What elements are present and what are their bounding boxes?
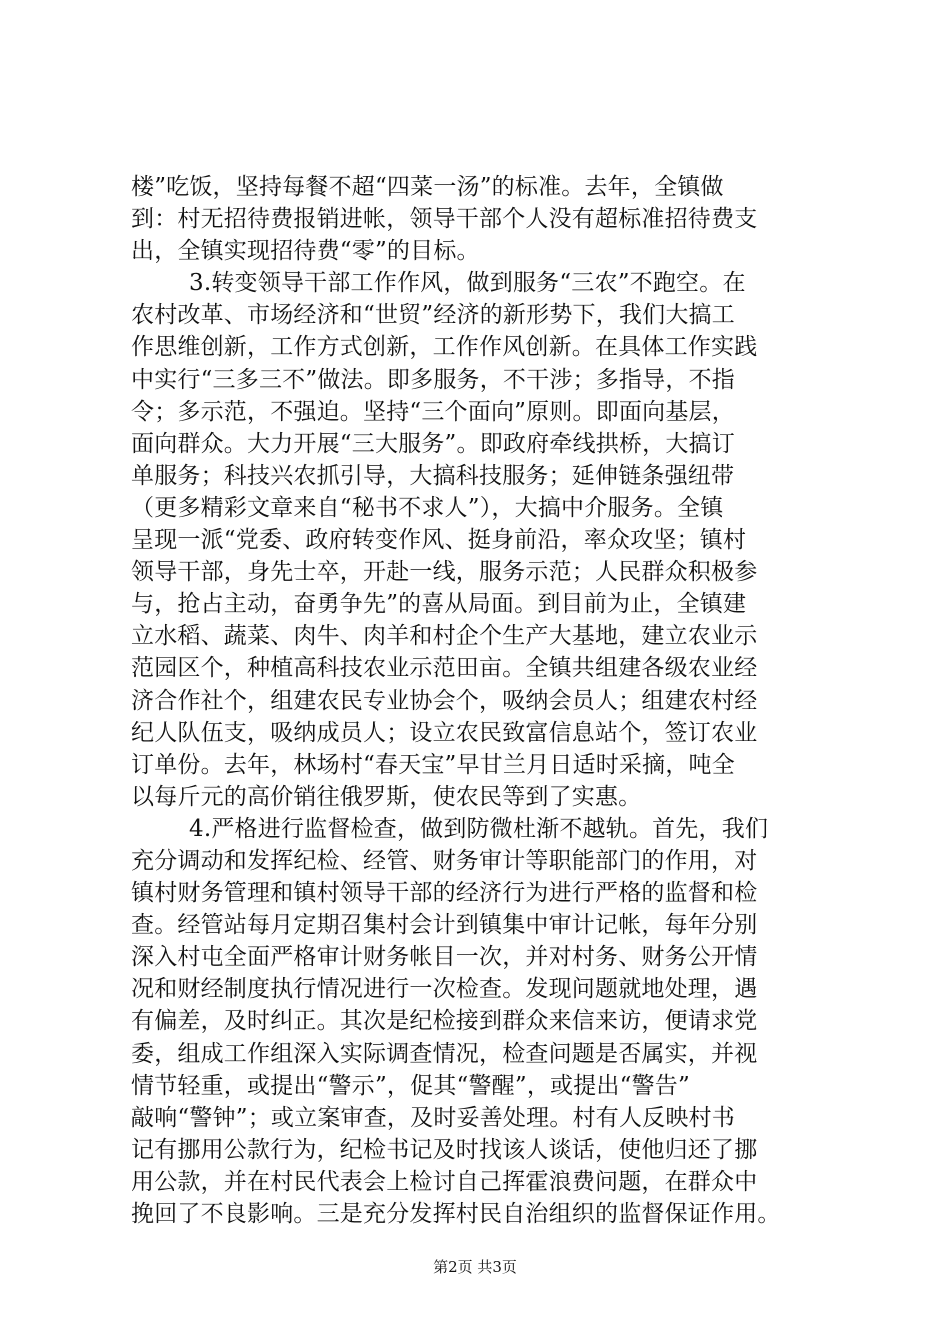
text-line: 作思维创新，工作方式创新，工作作风创新。在具体工作实践 [131, 334, 758, 361]
text-line: 情节轻重，或提出“警示”，促其“警醒”，或提出“警告” [131, 1072, 690, 1099]
text-line: 挽回了不良影响。三是充分发挥村民自治组织的监督保证作用。 [131, 1201, 781, 1227]
text-line: 呈现一派“党委、政府转变作风、挺身前沿，率众攻坚；镇村 [131, 527, 747, 554]
text-line: 出，全镇实现招待费“零”的目标。 [131, 238, 480, 265]
text-line: 到：村无招待费报销进帐，领导干部个人没有超标准招待费支 [131, 206, 758, 233]
text-line: 楼”吃饭，坚持每餐不超“四菜一汤”的标准。去年，全镇做 [131, 174, 724, 200]
text-line: 与，抢占主动，奋勇争先”的喜从局面。到目前为止，全镇建 [131, 591, 747, 618]
text-line: 中实行“三多三不”做法。即多服务，不干涉；多指导，不指 [131, 366, 735, 393]
text-line: 委，组成工作组深入实际调查情况，检查问题是否属实，并视 [131, 1040, 758, 1067]
text-line: 领导干部，身先士卒，开赴一线，服务示范；人民群众积极参 [131, 559, 758, 586]
text-line: 令；多示范，不强迫。坚持“三个面向”原则。即面向基层， [131, 398, 735, 425]
text-line: 查。经管站每月定期召集村会计到镇集中审计记帐，每年分别 [131, 912, 758, 939]
text-line: 农村改革、市场经济和“世贸”经济的新形势下，我们大搞工 [131, 302, 735, 329]
text-line: 3.转变领导干部工作作风，做到服务“三农”不跑空。在 [189, 270, 746, 297]
text-line: 况和财经制度执行情况进行一次检查。发现问题就地处理，遇 [131, 976, 758, 1003]
text-line: 济合作社个，组建农民专业协会个，吸纳会员人；组建农村经 [131, 687, 758, 714]
text-line: 立水稻、蔬菜、肉牛、肉羊和村企个生产大基地，建立农业示 [131, 623, 758, 650]
text-line: 纪人队伍支，吸纳成员人；设立农民致富信息站个，签订农业 [131, 719, 758, 746]
text-line: 深入村屯全面严格审计财务帐目一次，并对村务、财务公开情 [131, 944, 758, 971]
text-line: 敲响“警钟”；或立案审查，及时妥善处理。村有人反映村书 [131, 1104, 735, 1131]
text-line: 有偏差，及时纠正。其次是纪检接到群众来信来访，便请求党 [131, 1008, 758, 1035]
text-line: 记有挪用公款行为，纪检书记及时找该人谈话，使他归还了挪 [131, 1136, 758, 1163]
text-line: 4.严格进行监督检查，做到防微杜渐不越轨。首先，我们 [189, 815, 769, 842]
text-line: 订单份。去年，林场村“春天宝”早甘兰月日适时采摘，吨全 [131, 751, 735, 778]
document-body [131, 171, 851, 1230]
text-line: （更多精彩文章来自“秘书不求人”），大搞中介服务。全镇 [131, 494, 724, 521]
text-line: 面向群众。大力开展“三大服务”。即政府牵线拱桥，大搞订 [131, 430, 735, 457]
text-line: 以每斤元的高价销往俄罗斯，使农民等到了实惠。 [131, 783, 642, 810]
page-number-footer: 第2页 共3页 [433, 1258, 517, 1276]
text-line: 用公款，并在村民代表会上检讨自己挥霍浪费问题，在群众中 [131, 1168, 758, 1195]
text-line: 镇村财务管理和镇村领导干部的经济行为进行严格的监督和检 [131, 880, 758, 907]
text-line: 充分调动和发挥纪检、经管、财务审计等职能部门的作用，对 [131, 847, 758, 874]
text-line: 范园区个，种植高科技农业示范田亩。全镇共组建各级农业经 [131, 655, 758, 682]
text-line: 单服务；科技兴农抓引导，大搞科技服务；延伸链条强纽带 [131, 462, 735, 489]
